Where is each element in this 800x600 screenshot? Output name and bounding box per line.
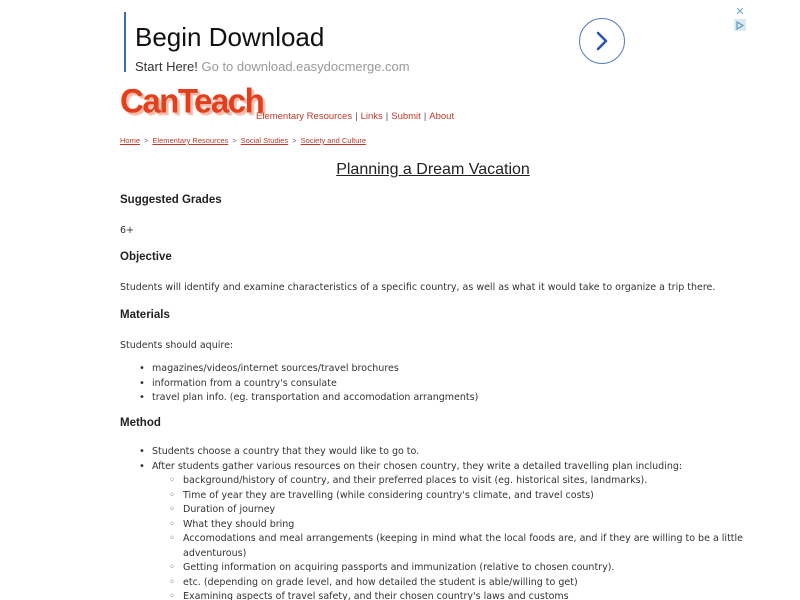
list-item: • magazines/videos/internet sources/travel brochures	[137, 362, 478, 377]
canteach-logo[interactable]: CanTeach	[120, 81, 264, 120]
materials-intro: Students should aquire:	[120, 340, 234, 351]
ad-title[interactable]: Begin Download	[135, 22, 325, 52]
grades-value: 6+	[120, 225, 135, 236]
nav-separator: |	[423, 111, 427, 122]
sublist-item: ◦ background/history of country, and their preferred places to visit (eg. historical sites, landmarks).	[167, 474, 747, 489]
nav-links[interactable]: Links	[360, 111, 383, 122]
heading-objective: Objective	[120, 251, 172, 263]
nav-about[interactable]: About	[429, 111, 455, 122]
nav-separator: |	[385, 111, 389, 122]
top-navigation	[256, 111, 454, 122]
breadcrumb-separator: >	[144, 136, 149, 145]
list-item-text: After students gather various resources on their chosen country, they write a detailed travelling plan including:	[152, 460, 683, 472]
list-item: • travel plan info. (eg. transportation and accomodation arrangments)	[137, 391, 478, 406]
adchoices-icon[interactable]	[734, 19, 746, 31]
chevron-right-icon	[594, 31, 610, 51]
sublist-item: ◦ etc. (depending on grade level, and how detailed the student is able/willing to get)	[167, 576, 747, 591]
sublist-item: ◦ Time of year they are travelling (while considering country's climate, and travel costs)	[167, 489, 747, 504]
nav-elementary-resources[interactable]: Elementary Resources	[256, 111, 353, 122]
ad-subtitle-bold: Start Here!	[135, 59, 198, 74]
breadcrumb-elementary-resources[interactable]: Elementary Resources	[152, 136, 229, 145]
ad-arrow-button[interactable]	[579, 18, 625, 64]
heading-suggested-grades: Suggested Grades	[120, 194, 222, 206]
objective-text: Students will identify and examine characteristics of a specific country, as well as what it would take to organize a trip there.	[120, 282, 716, 293]
breadcrumb	[120, 136, 366, 145]
ad-banner[interactable]	[124, 5, 764, 74]
breadcrumb-social-studies[interactable]: Social Studies	[240, 136, 289, 145]
ad-accent-bar	[124, 12, 126, 72]
sublist-item: ◦ Duration of journey	[167, 503, 747, 518]
method-list	[137, 445, 747, 600]
method-sublist	[167, 474, 747, 600]
sublist-item: ◦ What they should bring	[167, 518, 747, 533]
nav-submit[interactable]: Submit	[391, 111, 421, 122]
list-item: • Students choose a country that they would like to go to.	[137, 445, 747, 460]
breadcrumb-home[interactable]: Home	[120, 136, 141, 145]
breadcrumb-separator: >	[292, 136, 297, 145]
nav-separator: |	[355, 111, 358, 122]
sublist-item: ◦ Getting information on acquiring passports and immunization (relative to chosen country).	[167, 561, 747, 576]
heading-method: Method	[120, 417, 161, 429]
ad-subtitle[interactable]	[135, 59, 410, 74]
close-icon[interactable]: ✕	[735, 5, 745, 18]
list-item: • information from a country's consulate	[137, 377, 478, 392]
sublist-item: ◦ Examining aspects of travel safety, and their chosen country's laws and customs	[167, 590, 747, 600]
sublist-item: ◦ Accomodations and meal arrangements (keeping in mind what the local foods are, and if they are willing to be a little adventurous)	[167, 532, 747, 561]
ad-subtitle-url: Go to download.easydocmerge.com	[201, 59, 410, 74]
breadcrumb-society-and-culture[interactable]: Society and Culture	[300, 136, 367, 145]
materials-list	[137, 362, 478, 406]
page-title: Planning a Dream Vacation	[336, 161, 530, 178]
breadcrumb-separator: >	[232, 136, 237, 145]
list-item	[137, 460, 747, 600]
heading-materials: Materials	[120, 309, 170, 321]
